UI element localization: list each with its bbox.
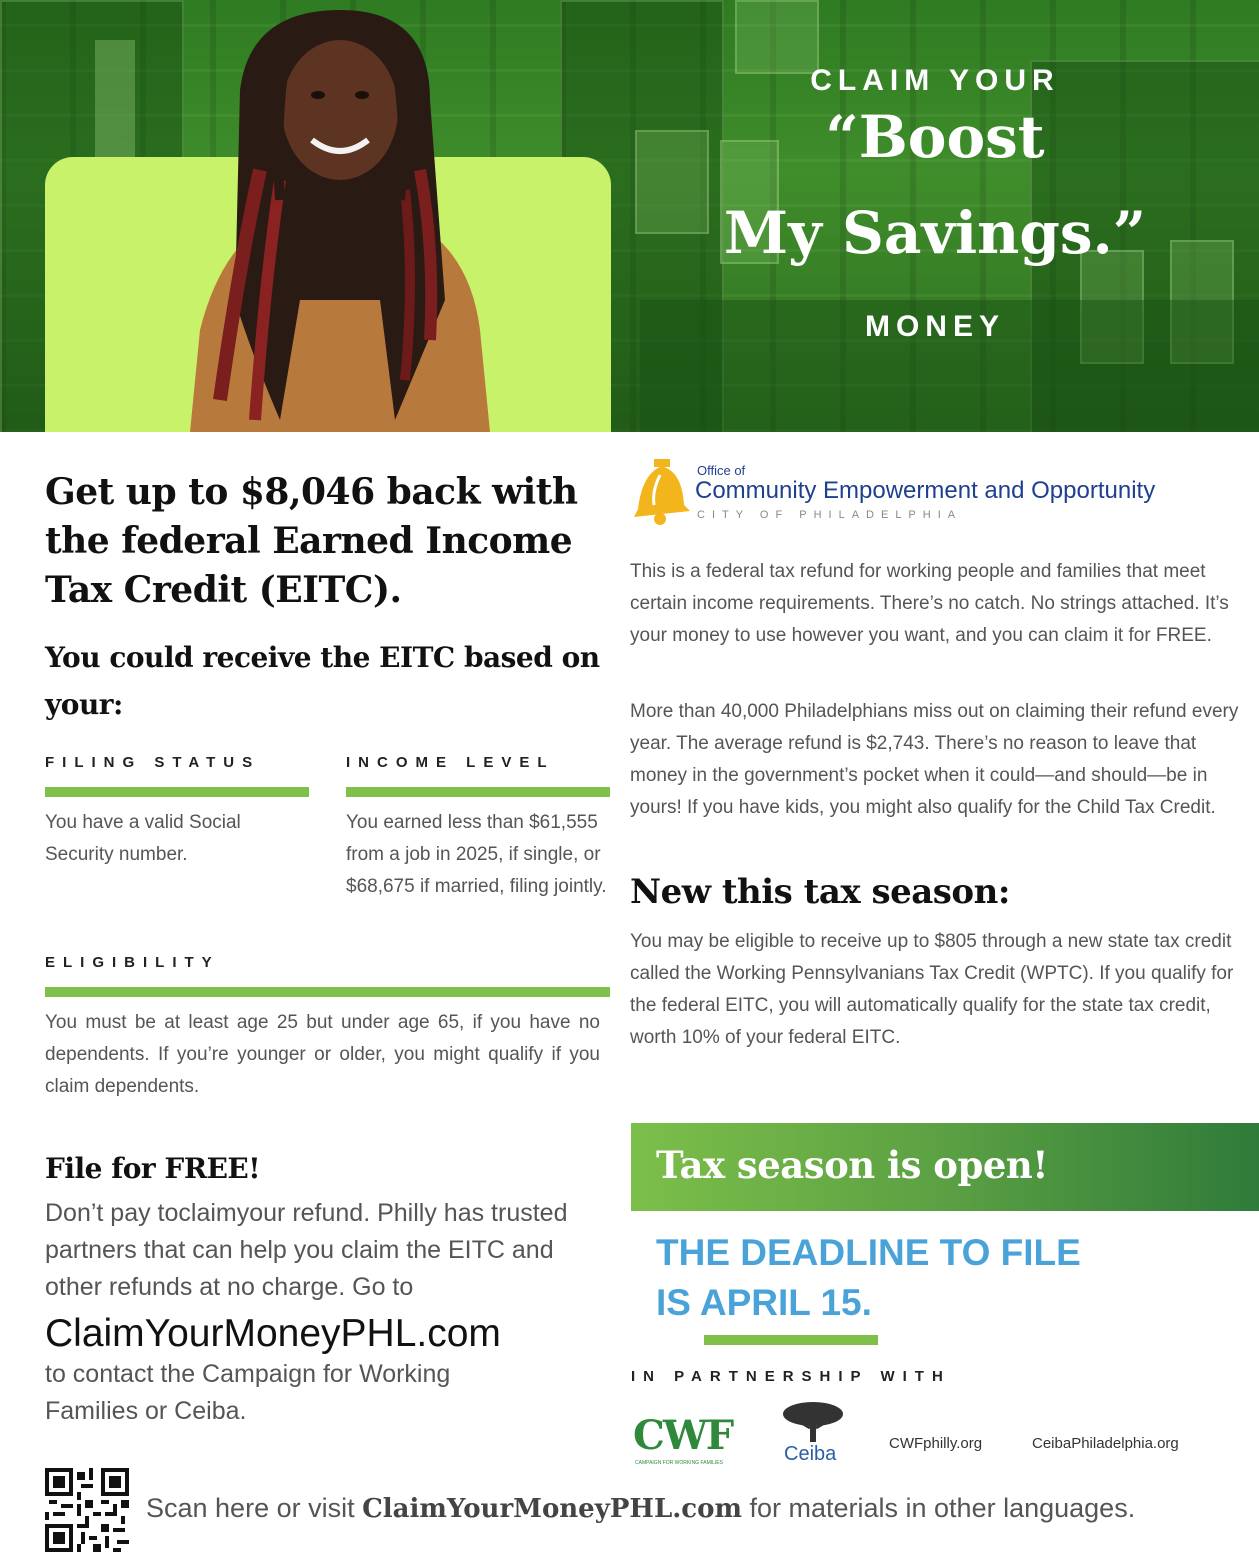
site-link[interactable]: ClaimYourMoneyPHL.com [45, 1312, 501, 1355]
deadline-line2: IS APRIL 15. [656, 1282, 872, 1323]
qr-code-icon[interactable] [45, 1468, 129, 1552]
headline: Get up to $8,046 back with the federal Earned Income Tax Credit (EITC). [45, 471, 578, 611]
wptc-paragraph: You may be eligible to receive up to $805 through a new state tax credit called the Working Pennsylvanians Tax Credit (WPTC). If you qualify for the federal EITC, you will automatically qualify for the state tax credit, worth 10% of your federal EITC. [630, 931, 1234, 1048]
deadline-underline [704, 1335, 878, 1345]
file-free-title: File for FREE! [45, 1152, 261, 1185]
new-this-season-title: New this tax season: [630, 872, 1010, 912]
divider-bar [346, 787, 610, 797]
logo-ceo-name: Community Empowerment and Opportunity [695, 477, 1156, 504]
hero-money: MONEY [864, 310, 1005, 343]
window-bg [735, 0, 819, 74]
eligibility-text: You must be at least age 25 but under age 65, if you have no dependents. If you’re younger or older, you might qualify if you claim dependents. [45, 1012, 600, 1097]
file-free-text: Don’t pay toclaimyour refund. Philly has trusted partners that can help you claim the EITC and other refunds at no charge. Go to [45, 1199, 568, 1301]
eligibility-label: ELIGIBILITY [45, 954, 220, 971]
ceiba-url[interactable]: CeibaPhiladelphia.org [1032, 1435, 1179, 1452]
cwf-tagline: CAMPAIGN FOR WORKING FAMILIES [635, 1460, 723, 1466]
intro-paragraph: This is a federal tax refund for working people and families that meet certain income requirements. There’s no catch. No strings attached. It’s your money to use however you want, and you can claim it for FREE. [630, 561, 1229, 646]
footer-line [146, 1493, 1135, 1524]
income-level-label: INCOME LEVEL [346, 754, 555, 771]
window-bg [635, 130, 709, 234]
divider-bar [45, 987, 610, 997]
cwf-logo: CWF [633, 1412, 733, 1459]
cwf-url[interactable]: CWFphilly.org [889, 1435, 983, 1452]
footer-pre: Scan here or visit [146, 1493, 355, 1523]
divider-bar [45, 787, 309, 797]
ceiba-tree-icon [780, 1400, 846, 1444]
hero-claim-your: CLAIM YOUR [810, 64, 1060, 97]
stats-paragraph: More than 40,000 Philadelphians miss out on claiming their refund every year. The average refund is $2,743. There’s no reason to leave that money in the government’s pocket when it could—and should—be in yours! If you have kids, you might also qualify for the Child Tax Credit. [630, 701, 1239, 818]
filing-status-text: You have a valid Social Security number. [45, 812, 241, 865]
partnership-label: IN PARTNERSHIP WITH [631, 1368, 951, 1385]
subheadline: You could receive the EITC based on your: [45, 641, 600, 721]
liberty-bell-icon [630, 455, 694, 527]
site-link-followup: to contact the Campaign for Working Families or Ceiba. [45, 1360, 451, 1425]
tax-season-text: Tax season is open! [656, 1143, 1049, 1187]
filing-status-label: FILING STATUS [45, 754, 261, 771]
hero-banner [0, 0, 1259, 432]
hero-boost: “Boost [825, 103, 1045, 171]
footer-post: for materials in other languages. [749, 1493, 1136, 1523]
footer-site-link[interactable]: ClaimYourMoneyPHL.com [362, 1494, 742, 1524]
ceiba-logo-text: Ceiba [784, 1443, 837, 1465]
hero-my-savings: My Savings.” [723, 199, 1147, 267]
deadline-line1: THE DEADLINE TO FILE [656, 1232, 1081, 1273]
logo-office-of: Office of [697, 463, 746, 478]
income-level-text: You earned less than $61,555 from a job in 2025, if single, or $68,675 if married, filing jointly. [346, 812, 607, 897]
logo-city: CITY OF PHILADELPHIA [697, 509, 963, 521]
person-photo [180, 0, 500, 432]
